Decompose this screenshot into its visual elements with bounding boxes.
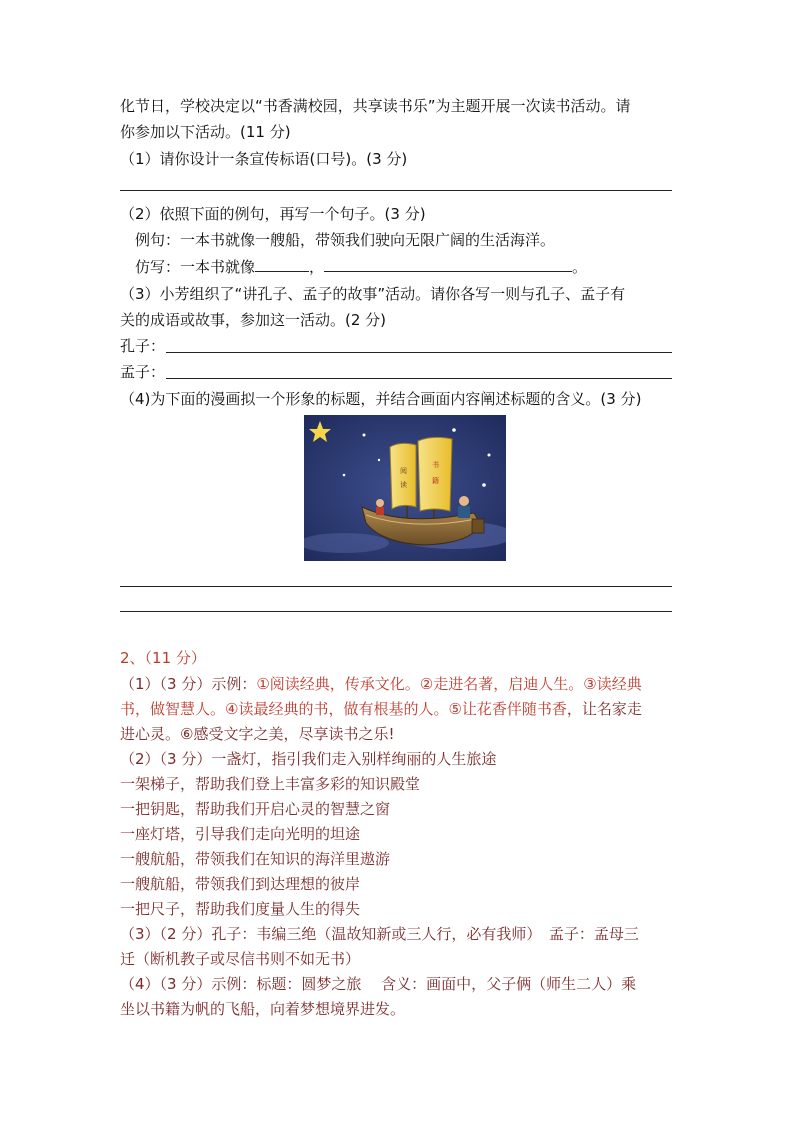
answer-1-line-3: 进心灵。⑥感受文字之美，尽享读书之乐!	[120, 725, 395, 743]
q4-answer-line-1	[120, 586, 672, 587]
q3-line-2: 关的成语或故事，参加这一活动。(2 分)	[120, 311, 387, 329]
q2-blank-2	[324, 257, 572, 272]
q2-imitate-end: 。	[572, 258, 588, 276]
answer-1-line-2-tail: ，让名家走	[566, 700, 642, 718]
q3-mengzi-label: 孟子：	[120, 363, 166, 381]
sail-left-char-2: 读	[400, 481, 407, 489]
sail-right	[418, 437, 452, 511]
q1-answer-line	[120, 190, 672, 191]
figure-child-body	[376, 507, 384, 515]
star-icon	[488, 454, 491, 457]
answer-2-item: 一架梯子，帮助我们登上丰富多彩的知识殿堂	[120, 775, 421, 793]
sail-left	[390, 443, 416, 509]
answer-2-item: 一艘航船，带领我们到达理想的彼岸	[120, 875, 361, 893]
answer-1-prefix: （1）（3 分）示例：	[120, 675, 257, 693]
answer-1-line-1-text: ①阅读经典，传承文化。②走进名著，启迪人生。③读经典	[256, 675, 642, 693]
star-icon	[343, 474, 346, 477]
intro-line-1: 化节日，学校决定以“书香满校园，共享读书乐”为主题开展一次读书活动。请	[120, 97, 631, 115]
intro-line-2: 你参加以下活动。(11 分)	[120, 123, 291, 141]
star-icon	[452, 428, 456, 432]
q4-text: （4)为下面的漫画拟一个形象的标题，并结合画面内容阐述标题的含义。(3 分)	[120, 390, 642, 408]
figure-adult	[459, 496, 469, 506]
q2-text: （2）依照下面的例句，再写一个句子。(3 分)	[120, 205, 426, 223]
answer-3-line-1: （3）（2 分）孔子：韦编三绝（温故知新或三人行，必有我师） 孟子：孟母三	[120, 925, 639, 943]
q2-imitate-line	[135, 257, 587, 277]
q2-blank-1	[255, 257, 309, 272]
star-icon	[482, 483, 486, 487]
answer-2-item: 一座灯塔，引导我们走向光明的坦途	[120, 825, 361, 843]
q3-line-1: （3）小芳组织了“讲孔子、孟子的故事”活动。请你各写一则与孔子、孟子有	[120, 285, 626, 303]
answer-2-item: 一把钥匙，帮助我们开启心灵的智慧之窗	[120, 800, 391, 818]
star-icon	[363, 434, 366, 437]
ship-stern	[472, 519, 484, 533]
q3-kongzi-answer-line	[166, 352, 672, 353]
answer-header: 2、（11 分）	[120, 649, 206, 667]
answer-3-line-2: 迁（断机教子或尽信书则不如无书）	[120, 950, 361, 968]
q2-imitate-comma: ，	[309, 258, 325, 276]
q4-answer-line-2	[120, 611, 672, 612]
answer-4-line-2: 坐以书籍为帆的飞船，向着梦想境界进发。	[120, 1000, 406, 1018]
answer-2-line-1: （2）（3 分）一盏灯，指引我们走入别样绚丽的人生旅途	[120, 750, 497, 768]
q3-mengzi-answer-line	[166, 378, 672, 379]
figure-adult-body	[458, 506, 470, 518]
sail-right-char-1: 书	[432, 461, 439, 469]
answer-1-line-2-text: 书，做智慧人。④读最经典的书，做有根基的人。⑤让花香伴随书香	[120, 700, 567, 718]
sail-right-char-2: 籍	[432, 477, 439, 485]
answer-2-item: 一艘航船，带领我们在知识的海洋里遨游	[120, 850, 391, 868]
q2-imitate-prefix: 仿写：一本书就像	[135, 258, 256, 276]
star-icon	[378, 459, 380, 461]
answer-1-line-1	[120, 674, 642, 694]
q1-text: （1）请你设计一条宣传标语(口号)。(3 分)	[120, 150, 408, 168]
answer-4-line-1: （4）（3 分）示例：标题：圆梦之旅 含义：画面中，父子俩（师生二人）乘	[120, 975, 637, 993]
q3-kongzi-label: 孔子：	[120, 337, 166, 355]
figure-child	[376, 499, 384, 507]
sail-left-char-1: 阅	[400, 467, 407, 475]
comic-illustration	[304, 415, 506, 561]
answer-1-line-2	[120, 699, 642, 719]
answer-2-item: 一把尺子，帮助我们度量人生的得失	[120, 900, 361, 918]
q2-example: 例句：一本书就像一艘船，带领我们驶向无限广阔的生活海洋。	[135, 231, 556, 249]
